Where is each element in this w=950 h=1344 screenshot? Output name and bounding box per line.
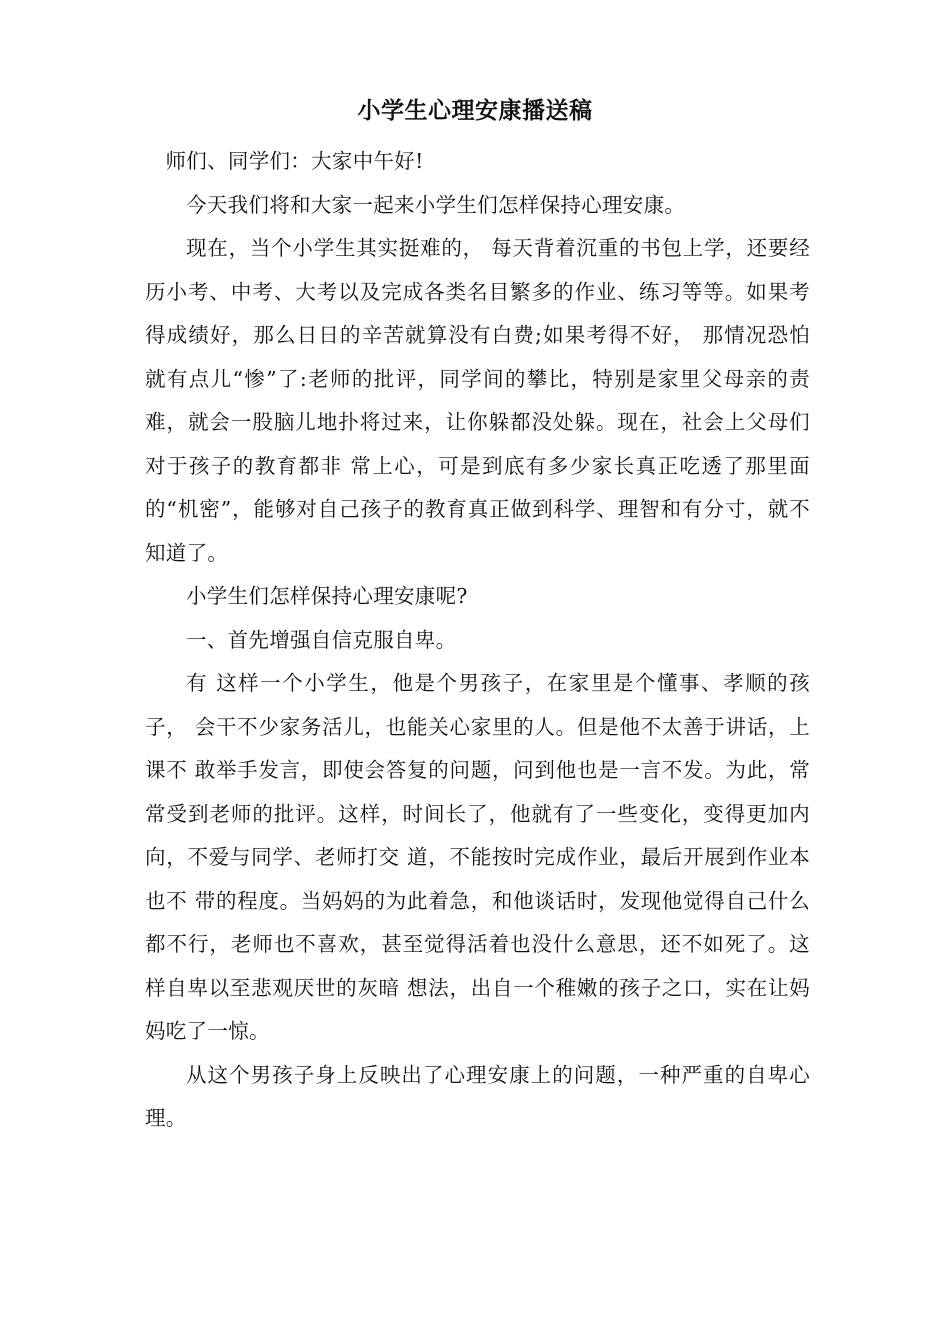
paragraph-greeting: 师们、同学们：大家中午好! [165,149,424,173]
paragraph-conclusion: 从这个男孩子身上反映出了心理安康上的问题，一种严重的自卑心理。 [145,1062,810,1130]
document-title: 小学生心理安康播送稿 [357,97,593,124]
document-body [145,140,810,1141]
paragraph-question: 小学生们怎样保持心理安康呢? [186,584,468,608]
paragraph-intro: 今天我们将和大家一起来小学生们怎样保持心理安康。 [186,192,686,217]
paragraph-story: 有 这样一个小学生，他是个男孩子，在家里是个懂事、孝顺的孩子， 会干不少家务活儿，也能关心家里的人。但是他不太善于讲话，上课不 敢举手发言，即使会答复的问题，问到他也是一言不发。为此，常常受到老师的批评。这样，时间长了，他就有了一些变化，变得更加内向，不爱与同学、老师打交 道，不能按时完成作业，最后开展到作业本也不 带的程度。当妈妈的为此着急，和他谈话时，发现他觉得自己什么都不行，老师也不喜欢，甚至觉得活着也没什么意思，还不如死了。这样自卑以至悲观厌世的灰暗 想法，出自一个稚嫩的孩子之口，实在让妈妈吃了一惊。 [145,671,810,1043]
paragraph-background: 现在，当个小学生其实挺难的， 每天背着沉重的书包上学，还要经历小考、中考、大考以及完成各类名目繁多的作业、练习等等。如果考得成绩好，那么日日的辛苦就算没有白费;如果考得不好， 那情况恐怕 就有点儿“惨”了:老师的批评，同学间的攀比，特别是家里父母亲的责难，就会一股脑儿地扑将过来，让你躲都没处躲。现在，社会上父母们对于孩子的教育都非 常上心，可是到底有多少家长真正吃透了那里面 的“机密”，能够对自己孩子的教育真正做到科学、理智和有分寸，就不知道了。 [145,236,810,565]
section-heading-confidence: 一、首先增强自信克服自卑。 [186,627,457,652]
